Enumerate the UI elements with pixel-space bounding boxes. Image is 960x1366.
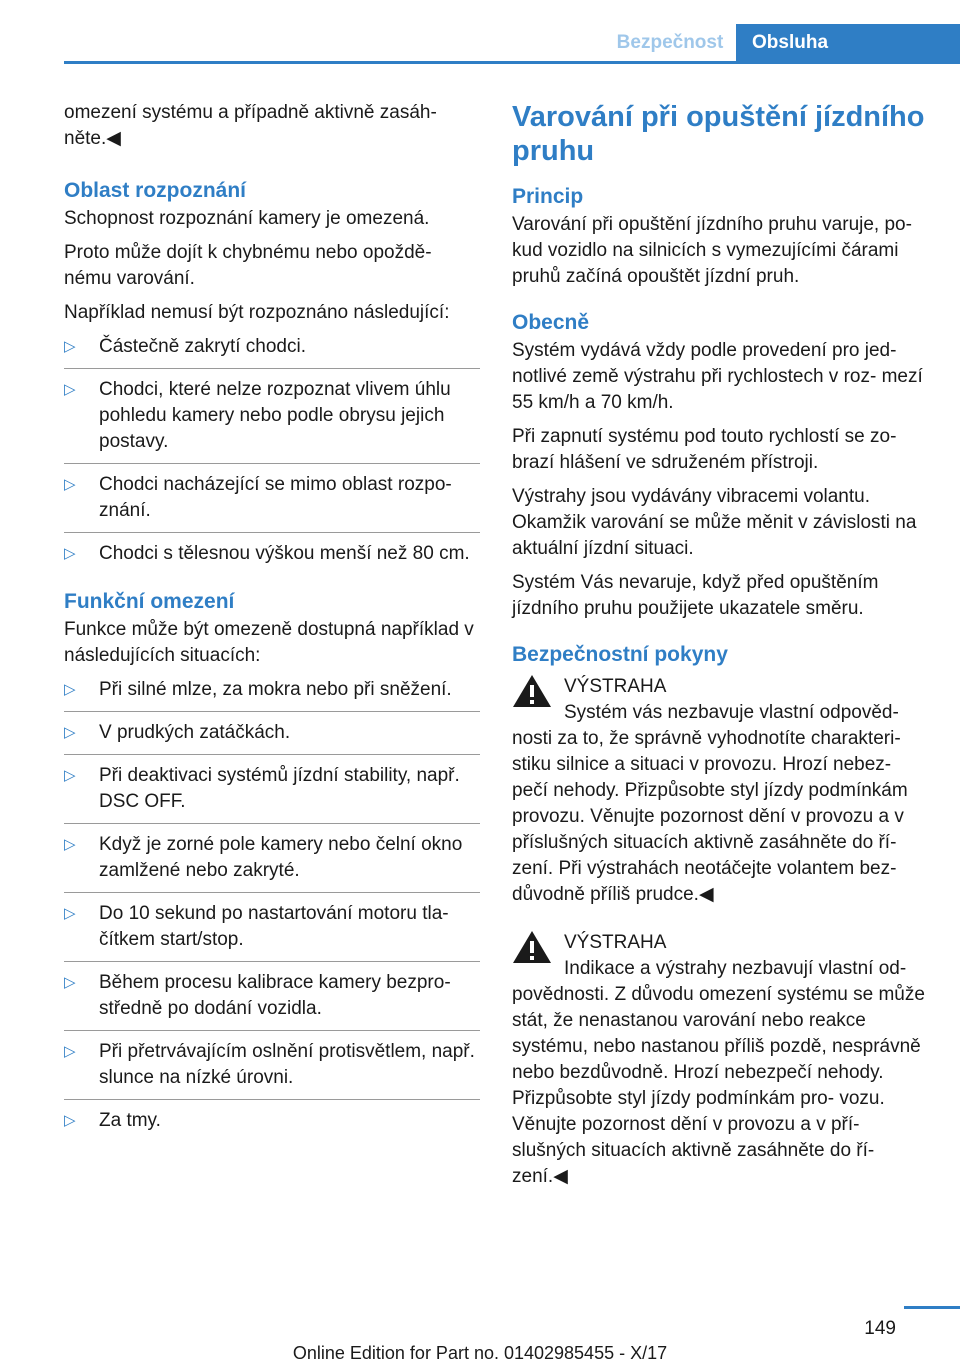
warning-triangle-icon [512, 674, 552, 708]
list-item: ▷ V prudkých zatáčkách. [64, 720, 480, 755]
section-title-princip: Princip [512, 185, 584, 208]
triangle-bullet-icon: ▷ [64, 681, 76, 698]
triangle-bullet-icon: ▷ [64, 381, 76, 398]
list-item: ▷ Když je zorné pole kamery nebo čelní okno zamlžené nebo zakryté. [64, 832, 480, 893]
triangle-bullet-icon: ▷ [64, 338, 76, 355]
warning-label: VÝSTRAHA [564, 932, 667, 953]
list-item: ▷ Chodci s tělesnou výškou menší než 80 cm. [64, 541, 480, 575]
paragraph: Funkce může být omezeně dostupná například v následujících situacích: [64, 619, 474, 666]
paragraph: Proto může dojít k chybnému nebo opoždě‐ nému varování. [64, 242, 432, 289]
paragraph: Při zapnutí systému pod touto rychlostí se zo‐ brazí hlášení ve sdruženém přístroji. [512, 426, 897, 473]
warning-block [512, 930, 932, 1190]
paragraph: Výstrahy jsou vydávány vibracemi volantu. Okamžik varování se může měnit v závislosti na aktuální jízdní situaci. [512, 486, 917, 559]
triangle-bullet-icon: ▷ [64, 974, 76, 991]
paragraph: Systém vydává vždy podle provedení pro jed‐ notlivé země výstrahu při rychlostech v roz‐ mezí 55 km/h a 70 km/h. [512, 340, 923, 413]
section-title-funkcni: Funkční omezení [64, 590, 235, 613]
header-divider [64, 61, 960, 64]
triangle-bullet-icon: ▷ [64, 476, 76, 493]
list-item: ▷ Za tmy. [64, 1108, 480, 1142]
triangle-bullet-icon: ▷ [64, 767, 76, 784]
triangle-bullet-icon: ▷ [64, 724, 76, 741]
warning-text: Indikace a výstrahy nezbavují vlastní od‐ povědnosti. Z důvodu omezení systému se může stát, že nenastanou varování nebo reakce systému, nebo nastanou příliš pozdě, nesprávně nebo bezdůvodně. Hrozí nebezpečí nehody. Přizpůsobte styl jízdy podmínkám pro‐ vozu. Věnujte pozornost dění v provozu a v pří‐ slušných situacích aktivně zasáhněte do ří‐ zení.◀ [512, 958, 925, 1187]
section-title-obecne: Obecně [512, 311, 590, 334]
right-column [512, 100, 932, 1198]
page-number: 149 [864, 1318, 896, 1339]
triangle-bullet-icon: ▷ [64, 545, 76, 562]
section-title-oblast: Oblast rozpoznání [64, 179, 247, 202]
list-oblast [64, 334, 480, 575]
list-item: ▷ Částečně zakrytí chodci. [64, 334, 480, 369]
left-column [64, 100, 480, 1150]
triangle-bullet-icon: ▷ [64, 1112, 76, 1129]
warning-triangle-icon [512, 930, 552, 964]
list-item: ▷ Při deaktivaci systémů jízdní stability, např. DSC OFF. [64, 763, 480, 824]
section-title-bezpecnostni: Bezpečnostní pokyny [512, 643, 728, 666]
paragraph: Varování při opuštění jízdního pruhu varuje, po‐ kud vozidlo na silnicích s vymezujícími čárami pruhů začíná opouštět jízdní pruh. [512, 214, 912, 287]
triangle-bullet-icon: ▷ [64, 905, 76, 922]
tab-obsluha[interactable]: Obsluha [736, 24, 960, 61]
list-item: ▷ Během procesu kalibrace kamery bezpro‐ středně po dodání vozidla. [64, 970, 480, 1031]
list-item: ▷ Chodci nacházející se mimo oblast rozpo‐ znání. [64, 472, 480, 533]
list-item: ▷ Chodci, které nelze rozpoznat vlivem úhlu pohledu kamery nebo podle obrysu jejich postavy. [64, 377, 480, 464]
paragraph: Systém Vás nevaruje, když před opuštěním jízdního pruhu použijete ukazatele směru. [512, 572, 879, 619]
tab-bezpecnost[interactable]: Bezpečnost [616, 32, 724, 53]
triangle-bullet-icon: ▷ [64, 836, 76, 853]
list-item: ▷ Do 10 sekund po nastartování motoru tla‐ čítkem start/stop. [64, 901, 480, 962]
paragraph: Schopnost rozpoznání kamery je omezená. [64, 208, 430, 229]
list-item: ▷ Při silné mlze, za mokra nebo při sněžení. [64, 677, 480, 712]
main-title: Varování při opuštění jízdního pruhu [512, 101, 925, 167]
warning-block [512, 674, 932, 908]
triangle-bullet-icon: ▷ [64, 1043, 76, 1060]
list-item: ▷ Při přetrvávajícím oslnění protisvětlem, např. slunce na nízké úrovni. [64, 1039, 480, 1100]
warning-text: Systém vás nezbavuje vlastní odpověd‐ nosti za to, že správně vyhodnotíte charakteri‐ stiku silnice a situaci v provozu. Hrozí nebez‐ pečí nehody. Přizpůsobte styl jízdy podmínkám provozu. Věnujte pozornost dění v provozu a v příslušných situacích aktivně zasáhněte do ří‐ zení. Při výstrahách neotáčejte volantem bez‐ důvodně příliš prudce.◀ [512, 702, 908, 905]
edition-footer: Online Edition for Part no. 01402985455 - X/17 [292, 1343, 668, 1363]
footer-accent-line [904, 1306, 960, 1309]
warning-label: VÝSTRAHA [564, 676, 667, 697]
list-funkcni [64, 677, 480, 1142]
continued-text: omezení systému a případně aktivně zasáh‐ něte.◀ [64, 102, 437, 149]
paragraph: Například nemusí být rozpoznáno následující: [64, 302, 450, 323]
